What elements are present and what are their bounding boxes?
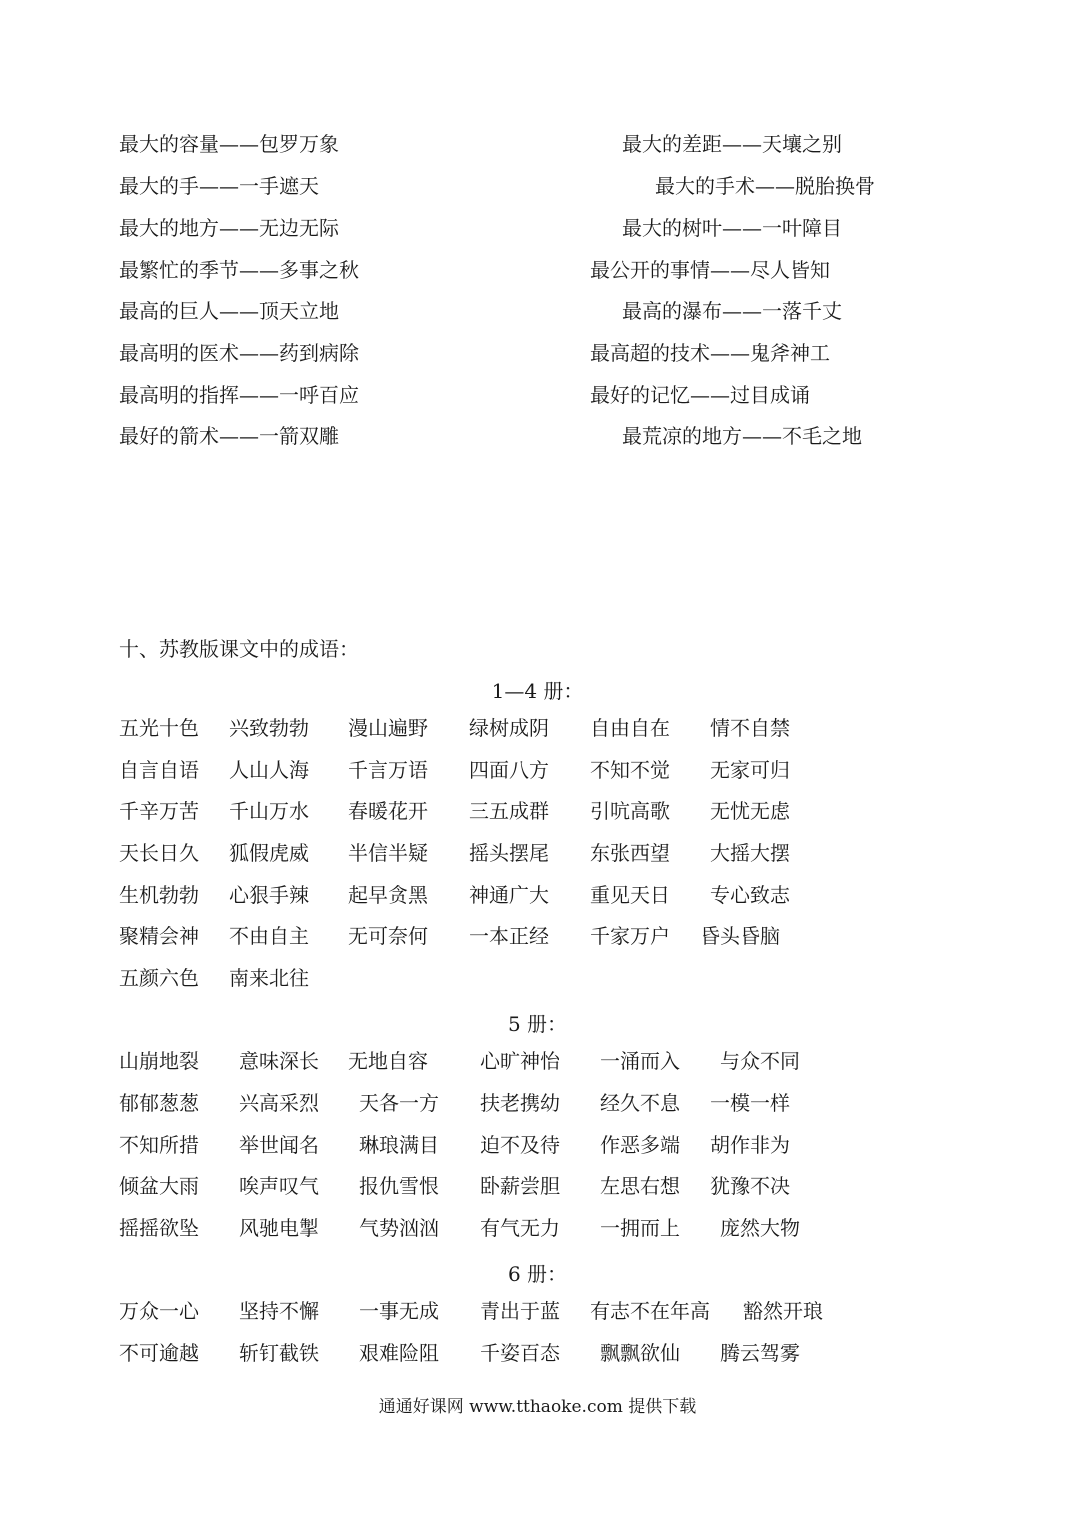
group-title: 5 册：	[507, 1012, 568, 1036]
idiom: 南来北往	[229, 966, 309, 990]
idiom: 千姿百态	[480, 1341, 560, 1365]
idiom: 豁然开琅	[743, 1299, 823, 1323]
superlative-right: 最高超的技术——鬼斧神工	[590, 341, 830, 365]
idiom: 千言万语	[348, 758, 428, 782]
superlative-left: 最繁忙的季节——多事之秋	[119, 258, 359, 282]
idiom: 不知不觉	[590, 758, 670, 782]
idiom: 报仇雪恨	[359, 1174, 439, 1198]
idiom: 天各一方	[359, 1091, 439, 1115]
idiom: 摇摇欲坠	[119, 1216, 199, 1240]
idiom: 狐假虎威	[229, 841, 309, 865]
idiom: 飘飘欲仙	[600, 1341, 680, 1365]
superlative-right: 最好的记忆——过目成诵	[590, 383, 810, 407]
idiom: 大摇大摆	[710, 841, 790, 865]
idiom: 唉声叹气	[239, 1174, 319, 1198]
superlative-right: 最公开的事情——尽人皆知	[590, 258, 830, 282]
idiom: 斩钉截铁	[239, 1341, 319, 1365]
idiom: 昏头昏脑	[700, 924, 780, 948]
idiom: 起早贪黑	[348, 883, 428, 907]
idiom: 千家万户	[590, 924, 670, 948]
idiom: 绿树成阴	[469, 716, 549, 740]
idiom: 神通广大	[469, 883, 549, 907]
superlative-left: 最大的地方——无边无际	[119, 216, 339, 240]
idiom: 不由自主	[229, 924, 309, 948]
idiom: 四面八方	[469, 758, 549, 782]
idiom: 胡作非为	[710, 1133, 790, 1157]
idiom: 三五成群	[469, 799, 549, 823]
idiom: 左思右想	[600, 1174, 680, 1198]
idiom: 人山人海	[229, 758, 309, 782]
idiom: 摇头摆尾	[469, 841, 549, 865]
superlative-right: 最高的瀑布——一落千丈	[622, 299, 842, 323]
idiom: 倾盆大雨	[119, 1174, 199, 1198]
idiom: 经久不息	[600, 1091, 680, 1115]
idiom: 心旷神怡	[480, 1049, 560, 1073]
superlative-left: 最好的箭术——一箭双雕	[119, 424, 339, 448]
idiom: 坚持不懈	[239, 1299, 319, 1323]
idiom: 生机勃勃	[119, 883, 199, 907]
idiom: 与众不同	[720, 1049, 800, 1073]
idiom: 迫不及待	[480, 1133, 560, 1157]
idiom: 自言自语	[119, 758, 199, 782]
idiom: 卧薪尝胆	[480, 1174, 560, 1198]
page-footer: 通通好课网 www.tthaoke.com 提供下载	[378, 1397, 697, 1417]
idiom: 五光十色	[119, 716, 199, 740]
idiom: 无忧无虑	[710, 799, 790, 823]
idiom: 心狠手辣	[229, 883, 309, 907]
superlative-right: 最荒凉的地方——不毛之地	[622, 424, 862, 448]
idiom: 五颜六色	[119, 966, 199, 990]
idiom: 东张西望	[590, 841, 670, 865]
idiom: 不可逾越	[119, 1341, 199, 1365]
superlative-right: 最大的差距——天壤之别	[622, 132, 842, 156]
idiom: 无地自容	[348, 1049, 428, 1073]
idiom: 一事无成	[359, 1299, 439, 1323]
superlative-right: 最大的树叶——一叶障目	[622, 216, 842, 240]
idiom: 万众一心	[119, 1299, 199, 1323]
idiom: 作恶多端	[600, 1133, 680, 1157]
idiom: 一本正经	[469, 924, 549, 948]
idiom: 意味深长	[239, 1049, 319, 1073]
idiom: 无可奈何	[348, 924, 428, 948]
idiom: 情不自禁	[710, 716, 790, 740]
idiom: 不知所措	[119, 1133, 199, 1157]
idiom: 自由自在	[590, 716, 670, 740]
idiom: 无家可归	[710, 758, 790, 782]
superlative-left: 最高明的指挥——一呼百应	[119, 383, 359, 407]
idiom: 天长日久	[119, 841, 199, 865]
group-title: 1—4 册：	[491, 679, 584, 703]
idiom: 风驰电掣	[239, 1216, 319, 1240]
idiom: 千山万水	[229, 799, 309, 823]
idiom: 山崩地裂	[119, 1049, 199, 1073]
idiom: 一拥而上	[600, 1216, 680, 1240]
group-title: 6 册：	[507, 1262, 568, 1286]
idiom: 举世闻名	[239, 1133, 319, 1157]
idiom: 千辛万苦	[119, 799, 199, 823]
idiom: 重见天日	[590, 883, 670, 907]
idiom: 犹豫不决	[710, 1174, 790, 1198]
idiom: 气势汹汹	[359, 1216, 439, 1240]
superlative-left: 最大的手——一手遮天	[119, 174, 319, 198]
idiom: 一涌而入	[600, 1049, 680, 1073]
superlative-left: 最高明的医术——药到病除	[119, 341, 359, 365]
section-heading: 十、苏教版课文中的成语：	[119, 637, 359, 661]
superlative-left: 最高的巨人——顶天立地	[119, 299, 339, 323]
idiom: 扶老携幼	[480, 1091, 560, 1115]
superlative-left: 最大的容量——包罗万象	[119, 132, 339, 156]
idiom: 春暖花开	[348, 799, 428, 823]
idiom: 一模一样	[710, 1091, 790, 1115]
idiom: 聚精会神	[119, 924, 199, 948]
idiom: 郁郁葱葱	[119, 1091, 199, 1115]
idiom: 有气无力	[480, 1216, 560, 1240]
superlative-right: 最大的手术——脱胎换骨	[655, 174, 875, 198]
idiom: 兴高采烈	[239, 1091, 319, 1115]
idiom: 琳琅满目	[359, 1133, 439, 1157]
idiom: 艰难险阻	[359, 1341, 439, 1365]
idiom: 半信半疑	[348, 841, 428, 865]
idiom: 兴致勃勃	[229, 716, 309, 740]
idiom: 专心致志	[710, 883, 790, 907]
idiom: 庞然大物	[720, 1216, 800, 1240]
idiom: 腾云驾雾	[720, 1341, 800, 1365]
idiom: 有志不在年高	[590, 1299, 710, 1323]
idiom: 漫山遍野	[348, 716, 428, 740]
idiom: 青出于蓝	[480, 1299, 560, 1323]
idiom: 引吭高歌	[590, 799, 670, 823]
